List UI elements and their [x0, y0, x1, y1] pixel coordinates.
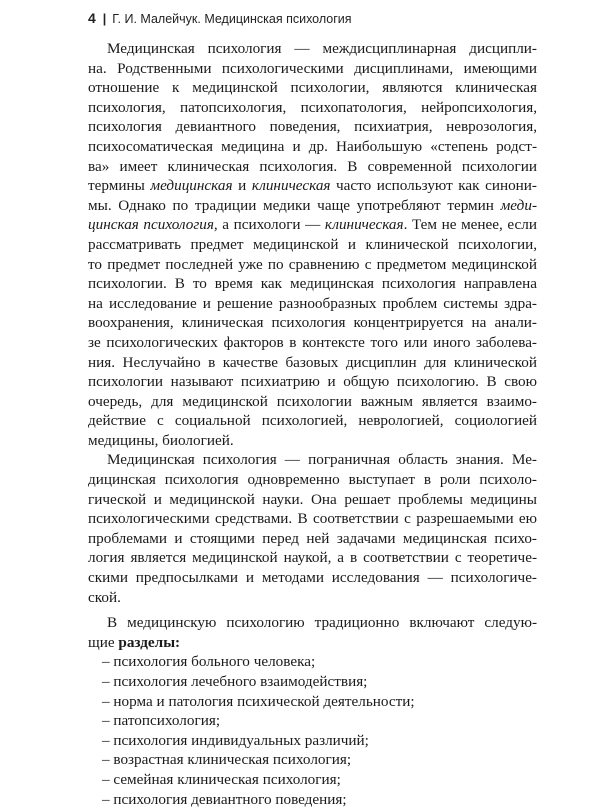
list-item: – семейная клиническая психология;: [102, 770, 341, 788]
text-run: термины: [88, 177, 151, 195]
text-line: Медицинская психология — междисциплинарная дисципли-: [107, 40, 537, 57]
text-line: ния. Неслучайно в качестве базовых дисциплин для клинической: [88, 353, 537, 371]
text-line: дицинская психология одновременно выступает в роли психоло-: [88, 471, 537, 489]
text-line: гической и медицинской науки. Она решает проблемы медицины: [88, 490, 537, 508]
header-separator: |: [102, 12, 107, 26]
list-item: – психология индивидуальных различий;: [102, 731, 369, 749]
text-line: зе психологических факторов в контексте того или иного заболева-: [88, 333, 537, 351]
text-line: психологическими средствами. В соответствии с разрешаемыми ею: [88, 510, 537, 528]
text-run: мы. Однако по традиции медики чаще употребляют термин: [88, 196, 501, 214]
text-line: рассматривать предмет медицинской и клинической психологии,: [88, 235, 537, 253]
text-run: , а психологи —: [213, 216, 325, 234]
text-line: психология, патопсихология, психопатология, нейропсихология,: [88, 98, 537, 116]
text-line: скими предпосылками и методами исследования — психологиче-: [88, 569, 537, 587]
text-line: психологии. В то время как медицинская психология направлена: [88, 275, 537, 293]
text-line: психосоматическая медицина и др. Наибольшую «степень родст-: [88, 137, 537, 155]
text-line: [88, 196, 537, 216]
text-line: [88, 176, 537, 196]
running-title: Г. И. Малейчук. Медицинская психология: [112, 12, 352, 26]
text-run: и: [232, 177, 252, 195]
italic-term: меди-: [500, 196, 537, 214]
text-line: психологии называют психиатрию и общую психологию. В свою: [88, 373, 537, 391]
italic-term: клиническая: [324, 216, 404, 234]
text-line: на. Родственными психологическими дисциплинами, имеющими: [88, 59, 537, 77]
text-run: . Тем не менее, если: [403, 216, 537, 234]
italic-term: цинская психология: [88, 216, 214, 234]
running-header: [88, 10, 352, 26]
text-run: часто используют как синони-: [330, 177, 537, 195]
text-line: проблемами и стоящими перед ней задачами медицинская психо-: [88, 529, 537, 547]
bold-term: разделы:: [118, 633, 181, 651]
list-item: – психология девиантного поведения;: [102, 790, 347, 808]
body-text: [88, 39, 537, 809]
text-line: В медицинскую психологию традиционно включают следую-: [107, 614, 537, 632]
page-number: 4: [88, 10, 96, 26]
text-run: щие: [88, 633, 119, 651]
italic-term: клиническая: [251, 177, 331, 195]
list-item: – психология больного человека;: [102, 653, 316, 671]
list-item: – возрастная клиническая психология;: [102, 751, 352, 769]
text-line: [88, 633, 537, 653]
list-item: – психология лечебного взаимодействия;: [102, 673, 368, 690]
text-line: то предмет последней уже по сравнению с предметом медицинской: [88, 255, 537, 273]
italic-term: медицинская: [150, 177, 233, 195]
list-item: – патопсихология;: [102, 712, 221, 730]
text-line: [88, 215, 537, 235]
text-line: ва» имеет клиническая психология. В современной психологии: [88, 157, 537, 175]
text-line: ской.: [88, 588, 121, 606]
text-line: на исследование и решение разнообразных проблем системы здра-: [88, 294, 537, 312]
text-line: воохранения, клиническая психология концентрируется на анали-: [88, 314, 537, 332]
text-line: психология девиантного поведения, психиатрия, неврозология,: [88, 118, 537, 136]
text-line: очередь, для медицинской психологии важным является взаимо-: [88, 392, 537, 410]
text-line: логия является медицинской наукой, а в соответствии с теоретиче-: [88, 549, 537, 567]
text-line: медицины, биологией.: [88, 431, 234, 449]
text-line: Медицинская психология — пограничная область знания. Ме-: [107, 451, 537, 469]
text-line: отношение к медицинской психологии, являются клиническая: [88, 79, 537, 97]
text-line: действие с социальной психологией, неврологией, социологией: [88, 412, 537, 430]
list-item: – норма и патология психической деятельности;: [102, 692, 415, 710]
